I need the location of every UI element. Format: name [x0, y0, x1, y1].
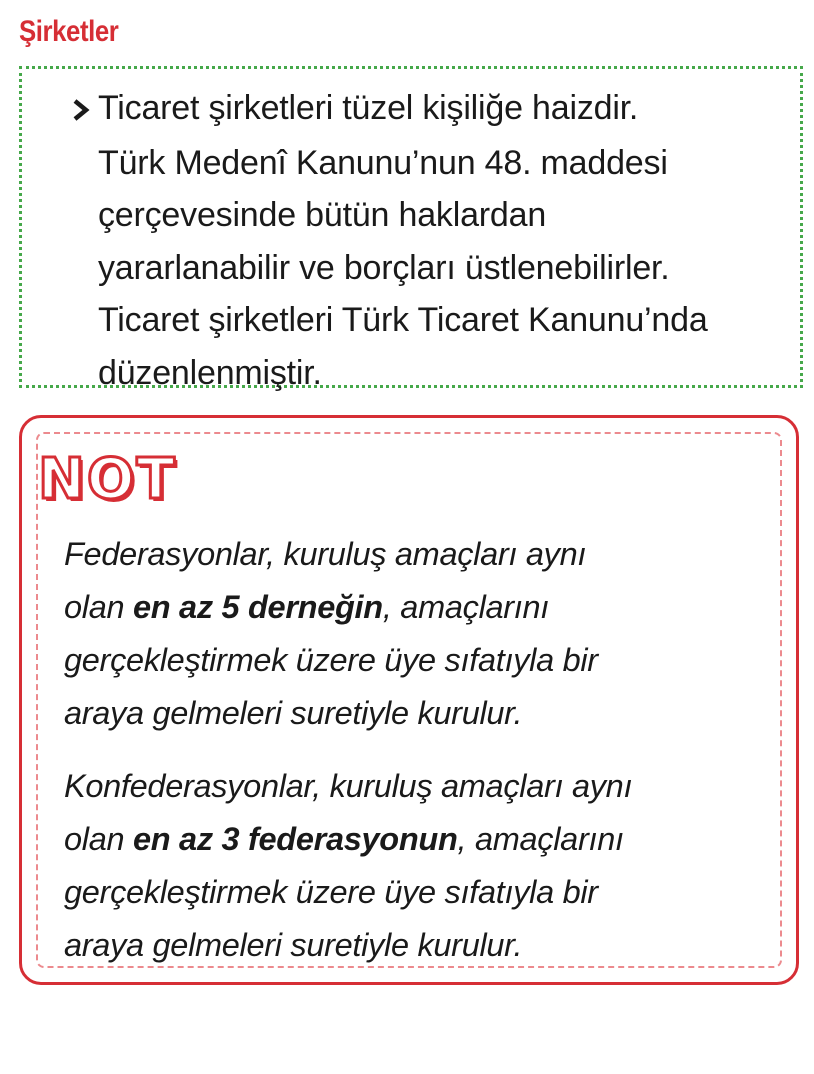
- note-p1-line-3: gerçekleştirmek üzere üye sıfatıyla bir: [64, 642, 598, 678]
- info-line-5: Ticaret şirketleri Türk Ticaret Kanunu’nda: [98, 301, 708, 339]
- note-p2-line-1: Konfederasyonlar, kuruluş amaçları aynı: [64, 768, 633, 804]
- note-p1-line-2-pre: olan: [64, 589, 133, 625]
- note-p2-highlight: en az 3 federasyonun: [132, 821, 458, 857]
- chevron-right-icon: [72, 84, 98, 137]
- note-body: [64, 528, 774, 972]
- info-line-6: düzenlenmiştir.: [98, 353, 322, 392]
- info-paragraph: [72, 82, 784, 399]
- note-p1-line-2: [64, 581, 774, 634]
- section-title: Şirketler: [19, 15, 119, 48]
- note-heading: NOT: [38, 447, 177, 512]
- note-p2-line-2-post: , amaçlarını: [457, 821, 624, 857]
- info-line-1: Ticaret şirketleri tüzel kişiliğe haizdir.: [98, 89, 639, 127]
- note-paragraph-konfederasyon: [64, 760, 774, 972]
- note-p2-line-4: araya gelmeleri suretiyle kurulur.: [64, 927, 523, 963]
- note-p2-line-2: [64, 813, 774, 866]
- note-p1-highlight: en az 5 derneğin: [132, 589, 383, 625]
- info-line-2: Türk Medenî Kanunu’nun 48. maddesi: [98, 143, 668, 182]
- note-p2-line-3: gerçekleştirmek üzere üye sıfatıyla bir: [64, 874, 598, 910]
- note-p1-line-4: araya gelmeleri suretiyle kurulur.: [64, 695, 523, 731]
- note-paragraph-federasyon: [64, 528, 774, 740]
- info-line-3: çerçevesinde bütün haklardan: [98, 196, 547, 234]
- info-line-4: yararlanabilir ve borçları üstlenebilirler.: [98, 248, 670, 287]
- note-p1-line-2-post: , amaçlarını: [382, 589, 550, 625]
- note-p1-line-1: Federasyonlar, kuruluş amaçları aynı: [64, 536, 587, 572]
- note-p2-line-2-pre: olan: [64, 821, 133, 857]
